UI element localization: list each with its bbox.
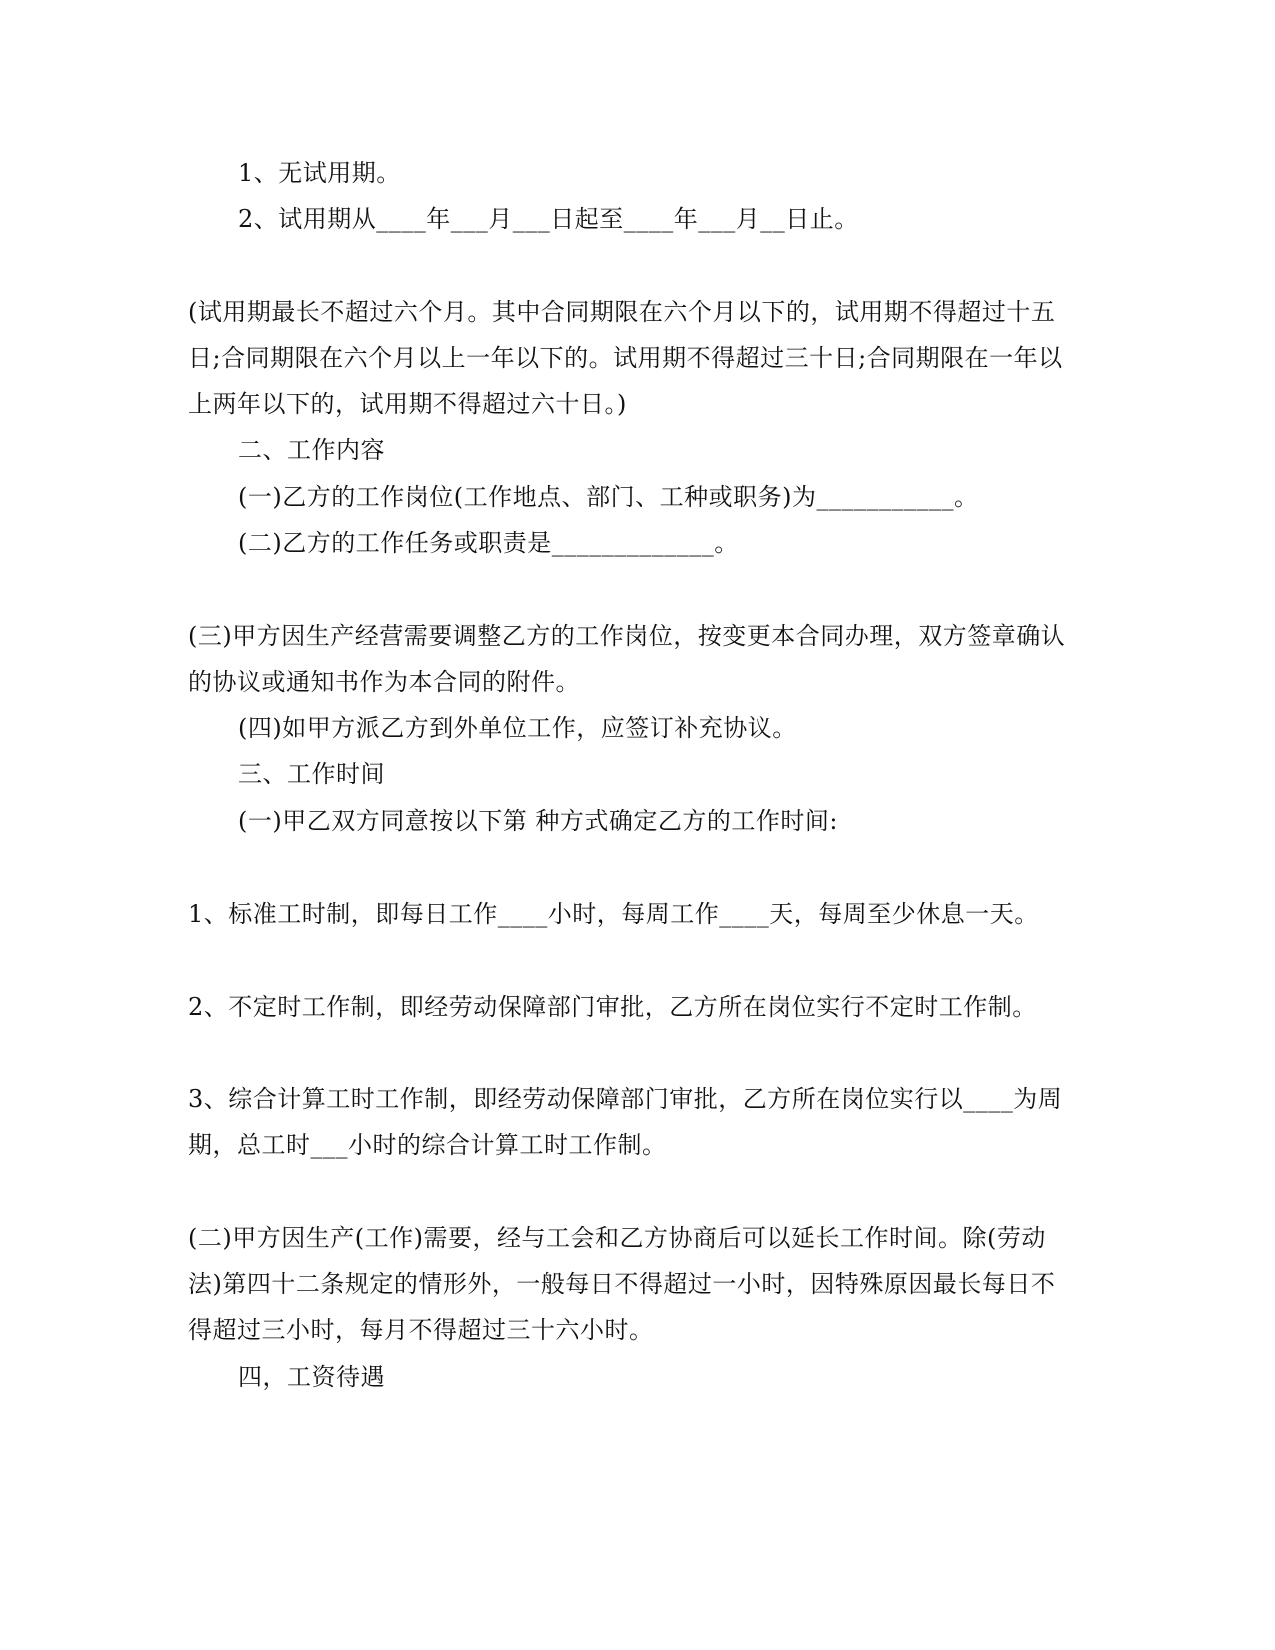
clause-overtime-line-1: (二)甲方因生产(工作)需要，经与工会和乙方协商后可以延长工作时间。除(劳动 (188, 1224, 1046, 1252)
option-standard-hours: 1、标准工时制，即每日工作____小时，每周工作____天，每周至少休息一天。 (188, 900, 1039, 928)
probation-note-line-3: 上两年以下的，试用期不得超过六十日。) (188, 390, 627, 418)
clause-no-probation: 1、无试用期。 (238, 159, 401, 187)
probation-note-line-1: (试用期最长不超过六个月。其中合同期限在六个月以下的，试用期不得超过十五 (188, 298, 1056, 326)
section-heading-work-content: 二、工作内容 (238, 436, 385, 464)
probation-note-line-2: 日;合同期限在六个月以上一年以下的。试用期不得超过三十日;合同期限在一年以 (188, 344, 1063, 372)
clause-work-time-method: (一)甲乙双方同意按以下第 种方式确定乙方的工作时间: (238, 807, 838, 835)
section-heading-wages: 四，工资待遇 (238, 1363, 385, 1391)
section-heading-work-time: 三、工作时间 (238, 760, 385, 788)
clause-overtime-line-2: 法)第四十二条规定的情形外，一般每日不得超过一小时，因特殊原因最长每日不 (188, 1270, 1056, 1298)
clause-position-adjustment-line-1: (三)甲方因生产经营需要调整乙方的工作岗位，按变更本合同办理，双方签章确认 (188, 622, 1066, 650)
clause-work-duties: (二)乙方的工作任务或职责是_____________。 (238, 529, 739, 557)
clause-external-assignment: (四)如甲方派乙方到外单位工作，应签订补充协议。 (238, 714, 797, 742)
clause-work-position: (一)乙方的工作岗位(工作地点、部门、工种或职务)为___________。 (238, 483, 979, 511)
clause-overtime-line-3: 得超过三小时，每月不得超过三十六小时。 (188, 1316, 654, 1344)
option-comprehensive-hours-line-1: 3、综合计算工时工作制，即经劳动保障部门审批，乙方所在岗位实行以____为周 (188, 1085, 1063, 1113)
clause-position-adjustment-line-2: 的协议或通知书作为本合同的附件。 (188, 668, 580, 696)
clause-probation-period: 2、试用期从____年___月___日起至____年___月__日止。 (238, 205, 859, 233)
option-flexible-hours: 2、不定时工作制，即经劳动保障部门审批，乙方所在岗位实行不定时工作制。 (188, 993, 1037, 1021)
option-comprehensive-hours-line-2: 期，总工时___小时的综合计算工时工作制。 (188, 1131, 667, 1159)
